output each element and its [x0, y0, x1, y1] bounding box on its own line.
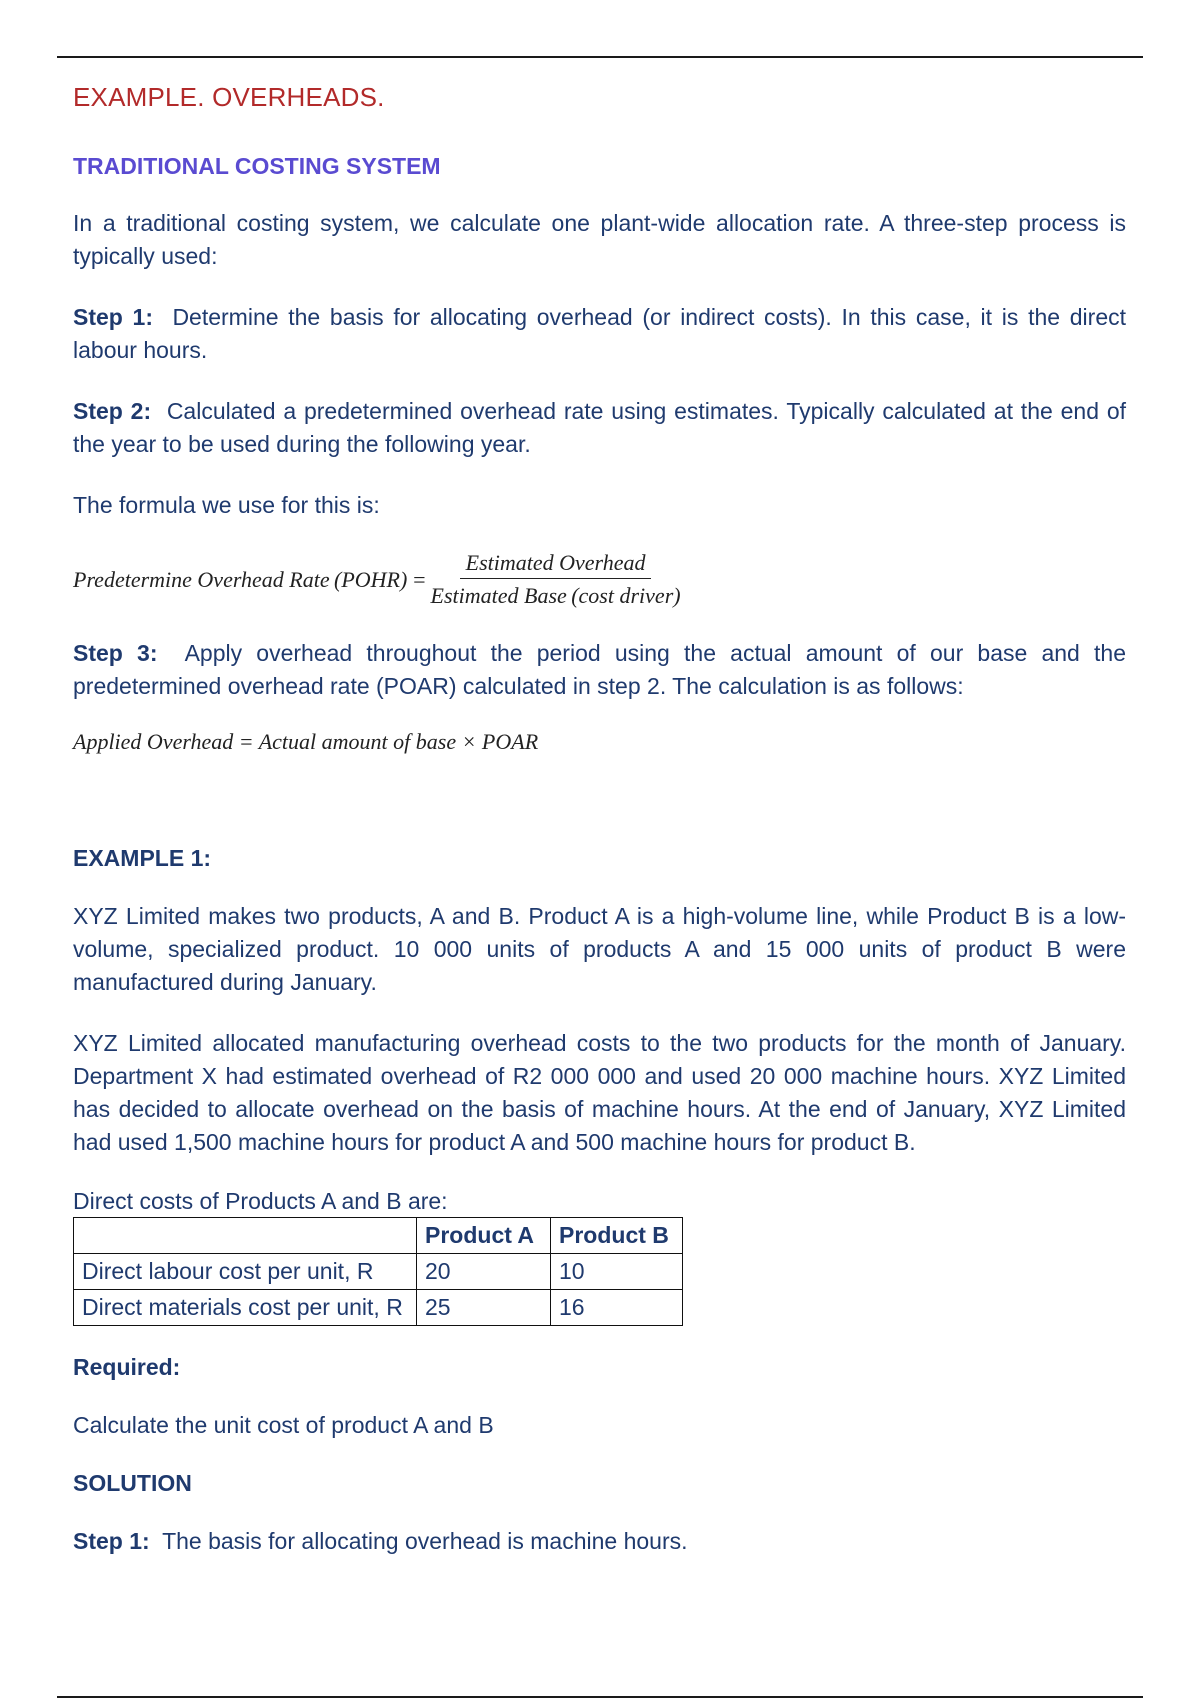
table-cell: 20	[417, 1254, 551, 1290]
solution-step1-paragraph	[73, 1525, 1126, 1558]
formula-numerator: Estimated Overhead	[460, 550, 652, 579]
formula-abbr: POHR	[341, 566, 400, 592]
table-header-cell	[74, 1218, 417, 1254]
section-subtitle: TRADITIONAL COSTING SYSTEM	[73, 153, 441, 179]
bottom-rule	[57, 1696, 1143, 1698]
solution-heading: SOLUTION	[73, 1470, 192, 1496]
formula-paren-close: ) =	[399, 566, 427, 592]
step3-paragraph	[73, 637, 1126, 703]
step2-paragraph	[73, 395, 1126, 461]
applied-overhead-formula: Applied Overhead = Actual amount of base × POAR	[73, 729, 539, 754]
step1-label: Step 1:	[73, 304, 154, 330]
required-text: Calculate the unit cost of product A and B	[73, 1412, 494, 1438]
step1-paragraph	[73, 301, 1126, 367]
example-paragraph-1: XYZ Limited makes two products, A and B. Product A is a high-volume line, while Product B is a low-volume, specialized product. 10 000 units of products A and 15 000 units of product B were manufactured during January.	[73, 903, 1126, 995]
formula-fraction	[431, 550, 681, 609]
table-cell: 10	[551, 1254, 683, 1290]
formula-lhs: Predetermine Overhead Rate	[73, 566, 330, 592]
example-heading: EXAMPLE 1:	[73, 845, 212, 871]
step3-text: Apply overhead throughout the period using the actual amount of our base and the predetermined overhead rate (POAR) calculated in step 2. The calculation is as follows:	[73, 640, 1126, 699]
top-rule	[57, 56, 1143, 58]
solution-step1-label: Step 1:	[73, 1528, 150, 1554]
table-row	[74, 1254, 683, 1290]
step1-text: Determine the basis for allocating overhead (or indirect costs). In this case, it is the direct labour hours.	[73, 304, 1127, 363]
table-header-cell: Product A	[417, 1218, 551, 1254]
table-header-row	[74, 1218, 683, 1254]
required-heading: Required:	[73, 1354, 181, 1380]
step2-text: Calculated a predetermined overhead rate using estimates. Typically calculated at the end of the year to be used during the following year.	[73, 398, 1127, 457]
table-cell: 25	[417, 1290, 551, 1326]
document-body	[73, 72, 1126, 1558]
formula-denominator-paren: cost driver	[578, 583, 674, 608]
pohr-formula	[73, 550, 1126, 609]
direct-costs-table	[73, 1217, 683, 1326]
table-caption: Direct costs of Products A and B are:	[73, 1188, 448, 1214]
example-paragraph-2: XYZ Limited allocated manufacturing overhead costs to the two products for the month of January. Department X had estimated overhead of R2 000 000 and used 20 000 machine hours. XYZ Limited has decided to allocate overhead on the basis of machine hours. At the end of January, XYZ Limited had used 1,500 machine hours for product A and 500 machine hours for product B.	[73, 1030, 1126, 1155]
document-title: EXAMPLE. OVERHEADS.	[73, 82, 385, 112]
step3-label: Step 3:	[73, 640, 158, 666]
table-row	[74, 1290, 683, 1326]
table-cell: Direct materials cost per unit, R	[74, 1290, 417, 1326]
formula-denominator: Estimated Base (cost driver)	[430, 583, 681, 608]
formula-denominator-main: Estimated Base	[430, 583, 567, 608]
table-cell: Direct labour cost per unit, R	[74, 1254, 417, 1290]
table-cell: 16	[551, 1290, 683, 1326]
formula-paren-open: (	[329, 566, 342, 592]
intro-paragraph: In a traditional costing system, we calculate one plant-wide allocation rate. A three-step process is typically used:	[73, 210, 1126, 269]
step2-label: Step 2:	[73, 398, 152, 424]
table-header-cell: Product B	[551, 1218, 683, 1254]
solution-step1-text: The basis for allocating overhead is machine hours.	[162, 1528, 688, 1554]
formula-intro: The formula we use for this is:	[73, 492, 380, 518]
